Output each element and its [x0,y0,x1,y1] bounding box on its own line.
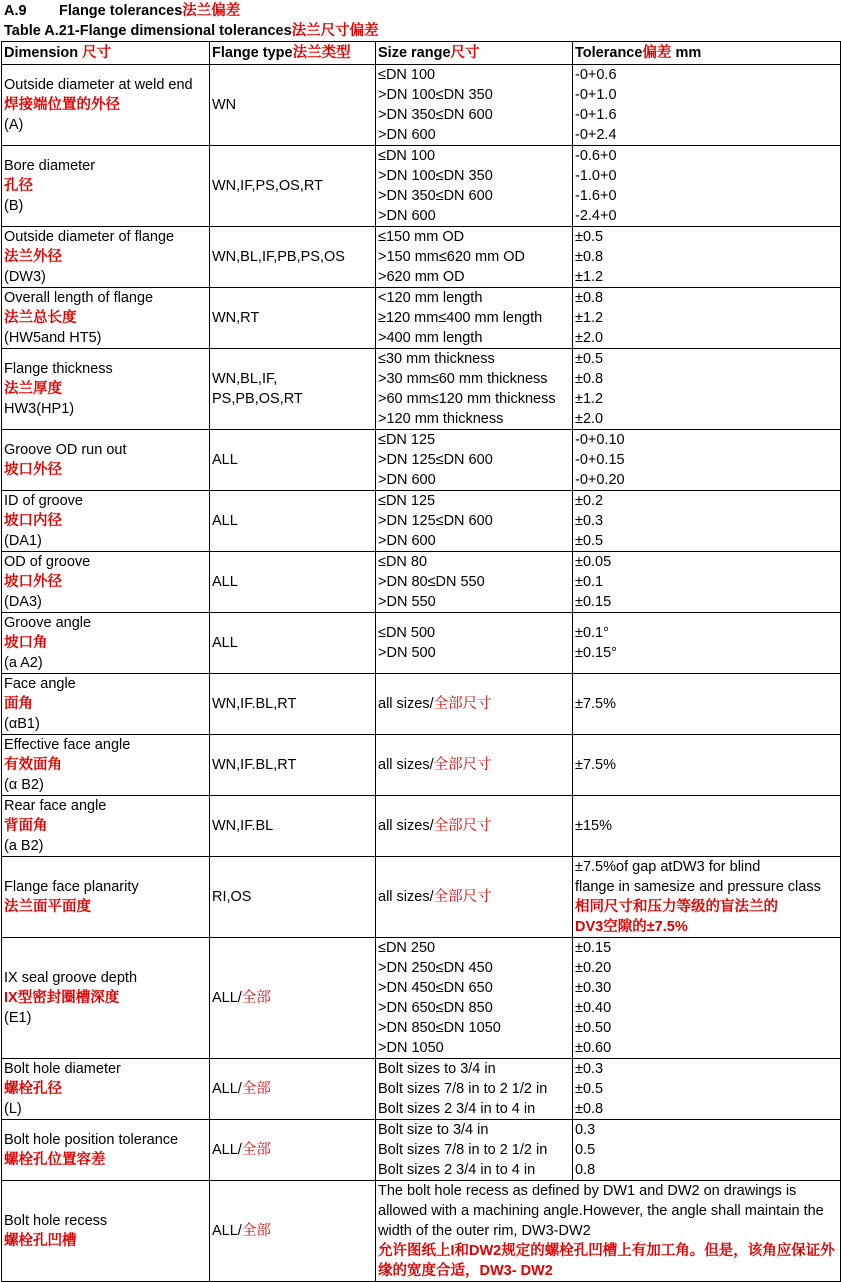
dimension-cell [2,349,210,430]
tolerance-value: ±0.2 [575,493,604,509]
size-range: ≤DN 100 [378,148,436,164]
size-range-cell [376,146,573,227]
tolerance-value: ±0.1° [575,625,609,641]
dimension-code: HW3(HP1) [4,401,75,417]
table-row [2,227,841,288]
dimension-cell [2,674,210,735]
size-range: >DN 350≤DN 600 [378,107,493,123]
tolerance-value: ±7.5%of gap atDW3 for blind [575,859,761,875]
flange-type: ALL [212,513,238,529]
tolerance-cell [573,1059,841,1120]
dimension-name: Groove OD run out [4,442,127,458]
dimension-name-cn: 法兰厚度 [4,381,62,397]
dimension-code: (DW3) [4,269,46,285]
size-range-text: all sizes/ [378,889,434,905]
dimension-cell [2,796,210,857]
dimension-name-cn: IX型密封圈槽深度 [4,990,120,1006]
flange-type: WN,BL,IF,PB,PS,OS [212,249,345,265]
tolerance-value: ±0.40 [575,1000,612,1016]
flange-type-line [212,1140,375,1160]
size-range: >DN 125≤DN 600 [378,452,493,468]
table-row [2,735,841,796]
tolerance-value: ±7.5% [575,696,617,712]
dimension-cell [2,1120,210,1181]
flange-type-cell [210,938,376,1059]
dimension-code: (A) [4,117,24,133]
tolerance-value: ±0.8 [575,371,604,387]
tolerance-cell [573,938,841,1059]
flange-type: ALL [212,452,238,468]
dimension-name: Bolt hole diameter [4,1061,121,1077]
size-range: Bolt sizes 2 3/4 in to 4 in [378,1162,536,1178]
size-range-all [378,816,572,836]
dimension-name-cn: 螺栓孔径 [4,1081,62,1097]
dimension-name-cn: 背面角 [4,818,48,834]
size-range: >DN 125≤DN 600 [378,513,493,529]
tolerance-value: ±0.3 [575,513,604,529]
table-row [2,674,841,735]
size-range-cell [376,938,573,1059]
size-range: ≤DN 80 [378,554,428,570]
table-row [2,613,841,674]
tolerance-value: -1.0+0 [575,168,617,184]
tolerance-cell [573,552,841,613]
tolerance-value: -0+2.4 [575,127,617,143]
size-range: ≤DN 125 [378,432,436,448]
tolerance-value: ±0.15 [575,940,612,956]
tolerance-value: -0+0.15 [575,452,625,468]
table-row [2,288,841,349]
dimension-code: (a B2) [4,838,44,854]
flange-type: WN,BL,IF, [212,371,278,387]
dimension-name-cn: 坡口外径 [4,462,62,478]
size-range-cell [376,491,573,552]
header-dimension [2,42,210,65]
table-row [2,146,841,227]
tolerance-value: 0.3 [575,1122,596,1138]
flange-type-cell [210,430,376,491]
size-range-cell [376,796,573,857]
size-range: >DN 600 [378,127,436,143]
size-range: >DN 100≤DN 350 [378,87,493,103]
tolerance-value: ±0.5 [575,533,604,549]
flange-type: ALL/ [212,1223,242,1239]
flange-type-cell [210,349,376,430]
size-range: >DN 600 [378,208,436,224]
tolerance-value: ±0.8 [575,249,604,265]
dimension-name-cn: 有效面角 [4,757,62,773]
size-range: ≥120 mm≤400 mm length [378,310,543,326]
flange-type-cell [210,491,376,552]
header-tol-en: Tolerance [575,45,643,61]
dimension-code: (B) [4,198,24,214]
size-range-cell [376,1120,573,1181]
tolerance-value: ±7.5% [575,757,617,773]
size-range: ≤DN 100 [378,67,436,83]
dimension-cell [2,1059,210,1120]
section-number: A.9 [4,3,27,19]
size-range-cell [376,288,573,349]
section-heading [4,2,240,20]
tolerance-value: ±2.0 [575,330,604,346]
size-range: ≤150 mm OD [378,229,465,245]
flange-type-cell [210,796,376,857]
flange-type-line [212,1221,375,1241]
dimension-name-cn: 法兰总长度 [4,310,77,326]
size-range: ≤DN 125 [378,493,436,509]
header-type-en: Flange type [212,45,293,61]
tolerance-cell [573,227,841,288]
dimension-cell [2,65,210,146]
flange-type-cell [210,288,376,349]
size-range: >DN 450≤DN 650 [378,980,493,996]
tolerance-cell [573,491,841,552]
flange-type: ALL/ [212,1081,242,1097]
tolerance-value: flange in samesize and pressure class [575,879,821,895]
tolerance-value: ±0.5 [575,1081,604,1097]
tolerance-value: 0.8 [575,1162,596,1178]
flange-type: WN [212,97,237,113]
note-text-en: The bolt hole recess as defined by DW1 and DW2 on drawings is allowed with a machining angle.However, the angle shall maintain the width of the outer rim, DW3-DW2 [378,1183,824,1239]
dimension-cell [2,938,210,1059]
size-range-cell [376,735,573,796]
size-range-text: all sizes/ [378,696,434,712]
table-title [4,22,379,40]
dimension-cell [2,1181,210,1282]
flange-type-cell [210,552,376,613]
tolerance-value: ±0.5 [575,229,604,245]
section-title-cn: 法兰偏差 [182,3,241,19]
size-range-text: all sizes/ [378,757,434,773]
dimension-name: Flange thickness [4,361,113,377]
size-range: >DN 350≤DN 600 [378,188,493,204]
dimension-cell [2,552,210,613]
tolerance-cell [573,1120,841,1181]
dimension-name: Effective face angle [4,737,131,753]
tolerance-value: ±0.5 [575,351,604,367]
dimension-code: (DA1) [4,533,42,549]
table-row [2,552,841,613]
flange-type-cell [210,1059,376,1120]
tolerance-value: 0.5 [575,1142,596,1158]
tolerance-cell [573,674,841,735]
flange-type-cell [210,1120,376,1181]
header-tolerance [573,42,841,65]
size-range: >400 mm length [378,330,483,346]
size-range-cn: 全部尺寸 [433,818,492,834]
flange-type: PS,PB,OS,RT [212,391,303,407]
dimension-name-cn: 坡口外径 [4,574,62,590]
size-range-cell [376,1059,573,1120]
size-range: <120 mm length [378,290,483,306]
header-type-cn: 法兰类型 [292,45,351,61]
dimension-cell [2,146,210,227]
table-title-cn: 法兰尺寸偏差 [291,23,379,39]
flange-type-cell [210,857,376,938]
size-range-all [378,694,572,714]
dimension-code: (E1) [4,1010,32,1026]
table-row [2,938,841,1059]
flange-type: RI,OS [212,889,252,905]
flange-type-cn: 全部 [241,1223,271,1239]
size-range-all [378,755,572,775]
tolerance-note-cn: DV3空隙的±7.5% [575,919,688,935]
size-range: >DN 250≤DN 450 [378,960,493,976]
flange-type-cell [210,613,376,674]
dimension-cell [2,430,210,491]
dimension-name-cn: 面角 [4,696,33,712]
flange-type-cn: 全部 [241,990,271,1006]
dimension-code: (DA3) [4,594,42,610]
dimension-cell [2,288,210,349]
dimension-name: Face angle [4,676,76,692]
dimension-name: Bore diameter [4,158,96,174]
note-text-cn: 允许图纸上I和DW2规定的螺栓孔凹槽上有加工角。但是，该角应保证外缘的宽度合适，DW3- DW2 [378,1243,835,1279]
table-row [2,1059,841,1120]
table-row [2,1120,841,1181]
dimension-name: Bolt hole position tolerance [4,1132,179,1148]
size-range: >DN 650≤DN 850 [378,1000,493,1016]
flange-type-cn: 全部 [241,1081,271,1097]
tolerance-cell [573,613,841,674]
tolerance-value: ±0.3 [575,1061,604,1077]
dimension-cell [2,227,210,288]
dimension-name: OD of groove [4,554,91,570]
flange-type: WN,IF.BL,RT [212,696,297,712]
size-range: ≤DN 250 [378,940,436,956]
flange-type-cell [210,1181,376,1282]
dimension-name: ID of groove [4,493,83,509]
tolerance-value: -0+1.6 [575,107,617,123]
tolerance-value: ±0.05 [575,554,612,570]
size-range: Bolt sizes 2 3/4 in to 4 in [378,1101,536,1117]
size-range: ≤DN 500 [378,625,436,641]
dimension-code: (L) [4,1101,22,1117]
size-range-cell [376,613,573,674]
size-range: >150 mm≤620 mm OD [378,249,525,265]
dimension-name: Outside diameter at weld end [4,77,193,93]
tolerance-value: ±0.8 [575,1101,604,1117]
header-size-en: Size range [378,45,451,61]
dimension-name: Rear face angle [4,798,107,814]
header-size-range [376,42,573,65]
dimension-cell [2,735,210,796]
dimension-name-cn: 孔径 [4,178,33,194]
table-row [2,65,841,146]
tolerance-value: -0+0.6 [575,67,617,83]
size-range: >DN 600 [378,533,436,549]
size-range-cn: 全部尺寸 [433,757,492,773]
tolerance-value: ±1.2 [575,391,604,407]
size-range: Bolt sizes 7/8 in to 2 1/2 in [378,1081,548,1097]
size-range-cn: 全部尺寸 [433,696,492,712]
tolerance-cell [573,796,841,857]
flange-type-cell [210,146,376,227]
table-row [2,857,841,938]
tolerance-value: ±2.0 [575,411,604,427]
header-dimension-cn: 尺寸 [78,45,112,61]
header-dimension-en: Dimension [4,45,79,61]
tolerance-value: ±1.2 [575,310,604,326]
flange-type-cell [210,65,376,146]
tolerance-value: -0+1.0 [575,87,617,103]
dimension-name-cn: 法兰面平面度 [4,899,91,915]
table-row [2,491,841,552]
tolerance-cell [573,349,841,430]
tolerance-cell [573,857,841,938]
dimension-code: (αB1) [4,716,40,732]
note-cell [376,1181,841,1282]
dimension-name-cn: 坡口角 [4,635,48,651]
tolerance-value: ±0.8 [575,290,604,306]
tolerance-value: -0+0.20 [575,472,625,488]
size-range-cell [376,227,573,288]
size-range-all [378,887,572,907]
tolerance-value: -0+0.10 [575,432,625,448]
size-range: Bolt sizes 7/8 in to 2 1/2 in [378,1142,548,1158]
size-range-cell [376,674,573,735]
tolerance-value: ±0.15° [575,645,617,661]
size-range: >620 mm OD [378,269,465,285]
size-range: ≤30 mm thickness [378,351,495,367]
size-range: >60 mm≤120 mm thickness [378,391,556,407]
tolerance-cell [573,146,841,227]
tolerance-cell [573,430,841,491]
header-tol-cn: 偏差 [642,45,672,61]
flange-type-cell [210,227,376,288]
tolerance-value: ±15% [575,818,612,834]
dimension-cell [2,857,210,938]
flange-type: WN,IF.BL,RT [212,757,297,773]
size-range-cell [376,349,573,430]
size-range: >DN 100≤DN 350 [378,168,493,184]
tolerance-value: ±0.30 [575,980,612,996]
size-range: Bolt size to 3/4 in [378,1122,489,1138]
table-row [2,796,841,857]
dimension-code: (α B2) [4,777,44,793]
flange-type: ALL [212,635,238,651]
tolerance-value: ±0.20 [575,960,612,976]
section-title-en: Flange tolerances [59,3,183,19]
size-range: >DN 1050 [378,1040,444,1056]
size-range: >DN 80≤DN 550 [378,574,485,590]
dimension-name: Groove angle [4,615,92,631]
dimension-name: Flange face planarity [4,879,139,895]
size-range: >30 mm≤60 mm thickness [378,371,548,387]
flange-type-cell [210,674,376,735]
size-range-cell [376,857,573,938]
dimension-code: (a A2) [4,655,43,671]
size-range: >DN 500 [378,645,436,661]
flange-type-cn: 全部 [241,1142,271,1158]
table-row [2,430,841,491]
size-range-cell [376,552,573,613]
flange-type: WN,IF.BL [212,818,274,834]
dimension-name-cn: 螺栓孔凹槽 [4,1233,77,1249]
table-header-row [2,42,841,65]
flange-type: ALL/ [212,990,242,1006]
header-size-cn: 尺寸 [450,45,480,61]
flange-type-line [212,988,375,1008]
flange-type-cell [210,735,376,796]
tolerance-value: ±0.1 [575,574,604,590]
dimension-cell [2,491,210,552]
tolerance-value: -1.6+0 [575,188,617,204]
size-range: >DN 850≤DN 1050 [378,1020,501,1036]
dimension-cell [2,613,210,674]
tolerance-table [1,41,841,1282]
flange-type: ALL/ [212,1142,242,1158]
size-range: >DN 550 [378,594,436,610]
header-tol-unit: mm [671,45,702,61]
size-range-cell [376,65,573,146]
size-range: >120 mm thickness [378,411,504,427]
dimension-name: Overall length of flange [4,290,154,306]
tolerance-value: ±0.50 [575,1020,612,1036]
tolerance-value: -0.6+0 [575,148,617,164]
dimension-name: IX seal groove depth [4,970,138,986]
table-row [2,349,841,430]
flange-type: WN,RT [212,310,260,326]
header-flange-type [210,42,376,65]
flange-type: WN,IF,PS,OS,RT [212,178,323,194]
table-row [2,1181,841,1282]
table-title-en: Table A.21-Flange dimensional tolerances [4,23,292,39]
tolerance-value: -2.4+0 [575,208,617,224]
dimension-name-cn: 焊接端位置的外径 [4,97,120,113]
flange-type-line [212,1079,375,1099]
dimension-code: (HW5and HT5) [4,330,102,346]
dimension-name: Outside diameter of flange [4,229,175,245]
size-range: >DN 600 [378,472,436,488]
dimension-name-cn: 法兰外径 [4,249,62,265]
size-range-cell [376,430,573,491]
size-range-cn: 全部尺寸 [433,889,492,905]
dimension-name: Bolt hole recess [4,1213,108,1229]
dimension-name-cn: 螺栓孔位置容差 [4,1152,106,1168]
tolerance-cell [573,735,841,796]
dimension-name-cn: 坡口内径 [4,513,62,529]
tolerance-value: ±0.60 [575,1040,612,1056]
flange-type: ALL [212,574,238,590]
tolerance-note-cn: 相同尺寸和压力等级的盲法兰的 [575,899,778,915]
tolerance-value: ±1.2 [575,269,604,285]
size-range: Bolt sizes to 3/4 in [378,1061,496,1077]
tolerance-value: ±0.15 [575,594,612,610]
size-range-text: all sizes/ [378,818,434,834]
tolerance-cell [573,65,841,146]
tolerance-cell [573,288,841,349]
